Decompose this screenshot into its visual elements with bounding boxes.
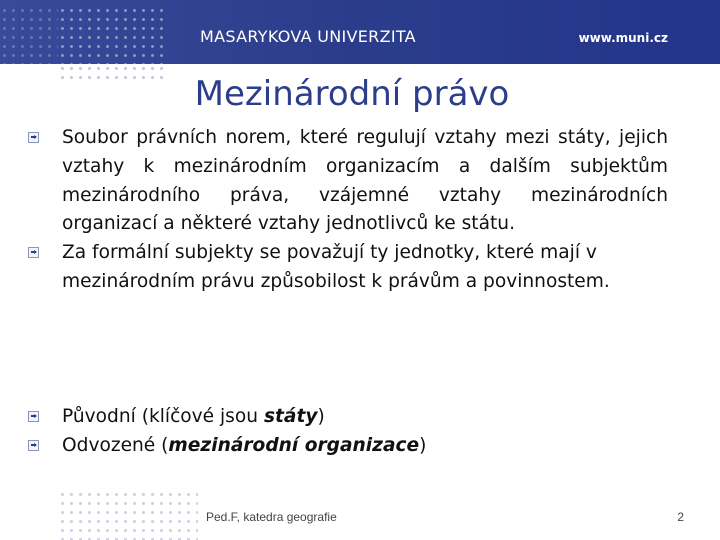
bullet-item [62,124,668,239]
bullet-emphasis: státy [263,406,318,427]
bullet-text-suffix: ) [317,406,325,427]
bullet-list-main [62,124,668,297]
bullet-emphasis: mezinárodní organizace [168,434,420,456]
slide-title: Mezinárodní právo [194,74,510,114]
bullet-text: Soubor právních norem, které regulují vztahy mezi státy, jejich vztahy k mezinárodním organizacím a dalším subjektům mezinárodního práva, vzájemné vztahy mezinárodních organizací a některé vztahy jednotlivců ke státu. [62,127,668,235]
bullet-text-suffix: ) [419,434,427,456]
university-website: www.muni.cz [578,31,668,45]
bullet-list-secondary [62,403,668,461]
bullet-arrow-icon [28,440,39,451]
bullet-item [62,239,642,297]
header-dot-pattern [58,6,168,66]
footer-text: Ped.F, katedra geografie [206,510,337,524]
university-name: MASARYKOVA UNIVERZITA [200,27,416,46]
bullet-arrow-icon [28,132,39,143]
header-dot-pattern-left [0,6,58,66]
bullet-item [62,432,668,461]
bullet-text: Za formální subjekty se považují ty jednotky, které mají v mezinárodním právu způsobilost k právům a povinnostem. [62,242,610,292]
bullet-text-prefix: Odvozené ( [62,434,169,456]
page-number: 2 [677,510,684,524]
bullet-text-prefix: Původní (klíčové jsou [62,406,264,427]
footer-dot-pattern [58,490,198,540]
bullet-item [62,403,668,432]
header-bar [0,0,720,64]
bullet-arrow-icon [28,247,39,258]
bullet-arrow-icon [28,411,39,422]
